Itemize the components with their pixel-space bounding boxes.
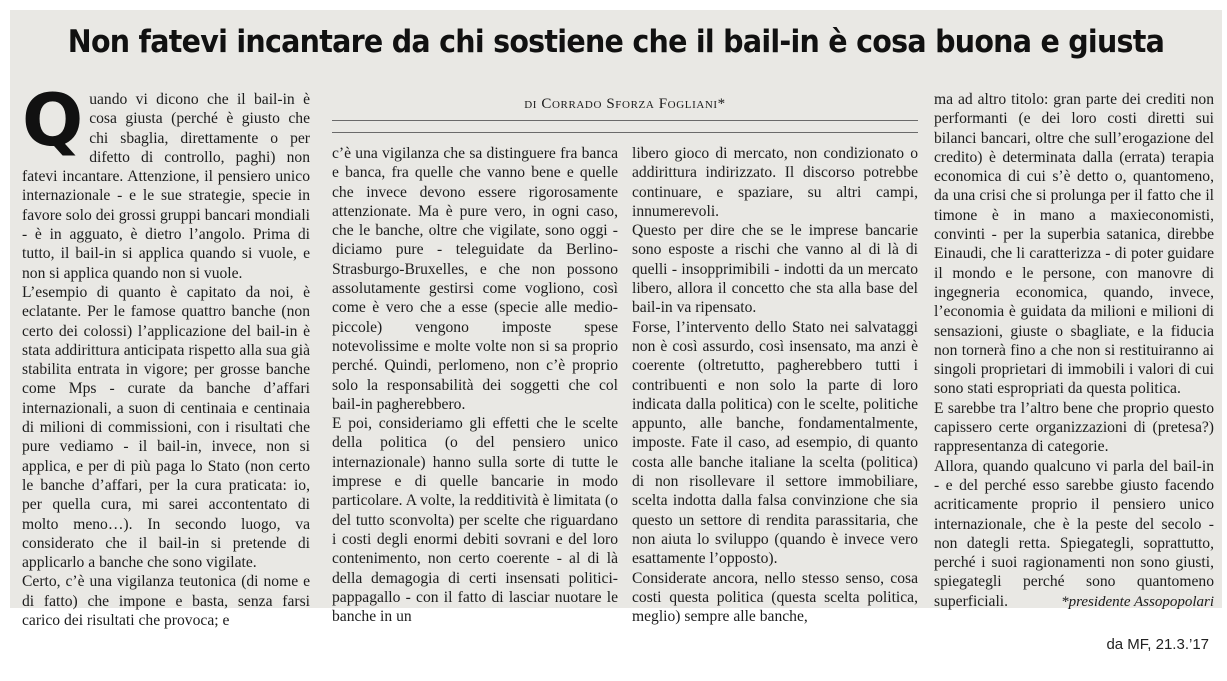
paragraph-text: uando vi dicono che il bail-in è cosa giusta (perché è giusto che chi sbaglia, direttamente o per difetto di controllo, paghi) non fatevi incantare. Attenzione, il pensiero unico internazionale - e le sue strategie, specie in favore solo dei grossi gruppi bancari mondiali - è in agguato, è dietro l’angolo. Prima di tutto, il bail-in si applica quando si vuole, e non si applica quando non si vuole. bbox=[22, 91, 310, 282]
paragraph: L’esempio di quanto è capitato da noi, è eclatante. Per le famose quattro banche (non certo dei colossi) l’applicazione del bail-in è stata addirittura anticipata rispetto alla sua già stabilita entrata in vigore; per grosse banche come Mps - curate da banche d’affari internazionali, a suon di centinaia e centinaia di milioni di commissioni, con i risultati che pure vediamo - il bail-in, invece, non si applica, e per di più paga lo Stato (non certo le banche d’affari, per la cura praticata: io, per quella cura, mi sarei accontentato di molto meno…). In secondo luogo, va considerato che il bail-in si pretende di applicarlo a banche che sono vigilate. bbox=[22, 283, 310, 572]
article-byline: di Corrado Sforza Fogliani* bbox=[524, 96, 726, 112]
paragraph bbox=[22, 78, 310, 283]
paragraph: libero gioco di mercato, non condizionato o addirittura indirizzato. Il discorso potrebbe continuare, e spaziare, su altri campi, innumerevoli. bbox=[632, 145, 918, 220]
author-signature: *presidente Assopopolari bbox=[1061, 594, 1214, 610]
article-column-3 bbox=[632, 144, 918, 626]
paragraph: Questo per dire che se le imprese bancarie sono esposte a rischi che vanno al di là di quelli - insopprimibili - indotti da un mercato libero, allora il concetto che sta alla base del bail-in va ripensato. bbox=[632, 222, 918, 317]
paragraph: c’è una vigilanza che sa distinguere fra banca e banca, fra quelle che vanno bene e quelle che invece devono essere rigorosamente attenzionate. Ma è pure vero, in ogni caso, che le banche, oltre che vigilate, sono oggi - diciamo pure - teleguidate da Berlino-Strasburgo-Bruxelles, e che non possono assolutamente gestirsi come vogliono, così come è vero che a esse (specie alle medio-piccole) vengono imposte spese notevolissime e molte volte non si sa proprio perché. Quindi, perlomeno, non c’è proprio solo la responsabilità dei soggetti che col bail-in pagherebbero. bbox=[332, 145, 618, 413]
article-headline: Non fatevi incantare da chi sostiene che il bail-in è cosa buona e giusta bbox=[67, 24, 1165, 60]
paragraph: ma ad altro titolo: gran parte dei crediti non performanti (e dei loro costi diretti sui bilanci bancari, oltre che sull’erogazione del credito) è determinata dalla (errata) terapia economica di cui s’è detto o, quantomeno, da una crisi che si prolunga per il fatto che il timone è in mano a maxieconomisti, convinti - per la superbia satanica, direbbe Einaudi, che li caratterizza - di poter guidare il mondo e le persone, con manovre di ingegneria economica, quando, invece, l’economia è guidata da milioni e milioni di sensazioni, giuste o sbagliate, e la fiducia non tornerà fino a che non si restituiranno ai singoli proprietari di immobili i valori di cui sono stati espropriati da questa politica. bbox=[934, 91, 1214, 398]
paragraph: E poi, consideriamo gli effetti che le scelte della politica (o del pensiero unico internazionale) hanno sulla sorte di tutte le imprese e di quelle bancarie in modo particolare. A volte, la redditività è limitata (o del tutto sconvolta) per scelte che riguardano i costi degli enormi debiti sovrani e del loro contenimento, non certo coerente - al di là della demagogia di certi insensati politici-pappagallo - con il fatto di lasciar nuotare le banche in un bbox=[332, 415, 618, 626]
drop-cap: Q bbox=[22, 78, 84, 162]
paragraph: E sarebbe tra l’altro bene che proprio questo capissero certe organizzazioni di (pretesa?) rappresentanza di categorie. bbox=[934, 399, 1214, 456]
source-caption: da MF, 21.3.’17 bbox=[1106, 636, 1209, 653]
byline-rule-top bbox=[332, 120, 918, 121]
article-column-2 bbox=[332, 144, 618, 626]
byline-rule-bottom bbox=[332, 132, 918, 133]
paragraph: Forse, l’intervento dello Stato nei salvataggi non è così assurdo, così insensato, ma anzi è coerente (oltretutto, pagherebbero tutti i contribuenti e non solo la parte di loro indicata dalla politica) con le scelte, politiche appunto, alle banche, fondamentalmente, imposte. Fate il caso, ad esempio, di quanto costa alle banche italiane la scelta (politica) di non risollevare il settore immobiliare, scelta indotta dalla falsa convinzione che sia questo un settore di rendita parassitaria, che non aiuta lo sviluppo (quando è invece vero esattamente l’opposto). bbox=[632, 318, 918, 568]
article-column-4 bbox=[934, 90, 1214, 611]
newspaper-clipping bbox=[10, 10, 1222, 630]
paragraph: Considerate ancora, nello stesso senso, cosa costi questa politica (questa scelta politica, meglio) sempre alle banche, bbox=[632, 569, 918, 626]
paragraph: Certo, c’è una vigilanza teutonica (di nome e di fatto) che impone e basta, senza farsi carico dei risultati che provoca; e bbox=[22, 573, 310, 630]
paragraph: Allora, quando qualcuno vi parla del bail-in - e del perché esso sarebbe giusto facendo acriticamente proprio il pensiero unico internazionale, che è la peste del secolo - non dategli retta. Spiegategli, soprattutto, perché i suoi ragionamenti non sono giusti, spiegategli perché sono quantomeno superficiali. bbox=[934, 457, 1214, 610]
article-column-1 bbox=[22, 78, 310, 630]
